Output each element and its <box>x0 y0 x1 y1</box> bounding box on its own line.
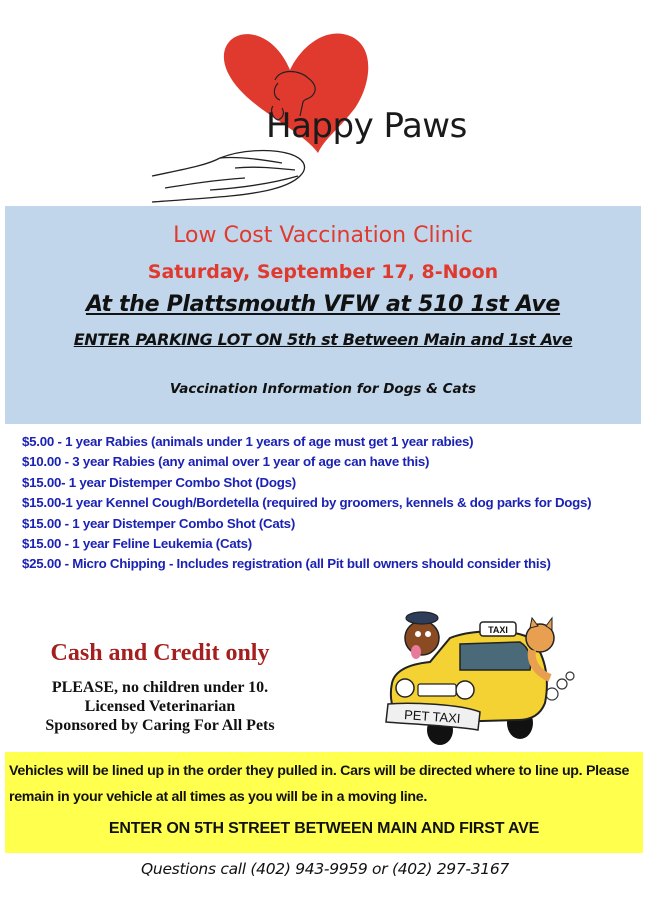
clinic-info-box <box>5 206 641 424</box>
happy-paws-logo <box>150 28 480 203</box>
price-item: $15.00- 1 year Distemper Combo Shot (Dogs) <box>22 474 296 490</box>
enter-street-notice: ENTER ON 5TH STREET BETWEEN MAIN AND FIRST AVE <box>108 820 540 837</box>
taxi-roof-sign: TAXI <box>488 625 508 635</box>
clinic-date-time: Saturday, September 17, 8-Noon <box>147 261 499 283</box>
note-sponsor: Sponsored by Caring For All Pets <box>45 717 275 734</box>
taxi-cab-icon <box>380 608 580 748</box>
price-item: $25.00 - Micro Chipping - Includes registration (all Pit bull owners should consider this) <box>22 556 551 572</box>
pet-taxi-illustration <box>380 608 580 748</box>
price-item: $10.00 - 3 year Rabies (any animal over 1 year of age can have this) <box>22 454 430 470</box>
clinic-location: At the Plattsmouth VFW at 510 1st Ave <box>85 292 561 317</box>
dog-driver-icon <box>405 612 439 659</box>
price-item: $15.00 - 1 year Distemper Combo Shot (Cats) <box>22 515 296 531</box>
price-item: $5.00 - 1 year Rabies (animals under 1 years of age must get 1 year rabies) <box>22 434 474 449</box>
clinic-title: Low Cost Vaccination Clinic <box>173 223 473 248</box>
instructions-box <box>5 752 643 853</box>
payment-methods: Cash and Credit only <box>50 640 270 666</box>
taxi-plate: PET TAXI <box>403 707 461 726</box>
note-veterinarian: Licensed Veterinarian <box>84 698 236 715</box>
price-list <box>22 432 642 575</box>
line-up-instructions: Vehicles will be lined up in the order they pulled in. Cars will be directed where to line up. Please remain in your vehicle at all times as you will be in a moving line. <box>9 763 630 805</box>
price-item: $15.00-1 year Kennel Cough/Bordetella (required by groomers, kennels & dog parks for Dogs) <box>22 495 592 511</box>
contact-phone-numbers: Questions call (402) 943-9959 or (402) 297-3167 <box>141 860 509 878</box>
price-item: $15.00 - 1 year Feline Leukemia (Cats) <box>22 536 252 552</box>
vaccination-info-heading: Vaccination Information for Dogs & Cats <box>169 381 477 397</box>
brand-name: Happy Paws <box>266 106 467 146</box>
note-no-children: PLEASE, no children under 10. <box>51 679 269 696</box>
hands-icon <box>152 151 305 202</box>
parking-directions: ENTER PARKING LOT ON 5th st Between Main and 1st Ave <box>73 330 573 349</box>
clinic-notes <box>0 678 320 735</box>
